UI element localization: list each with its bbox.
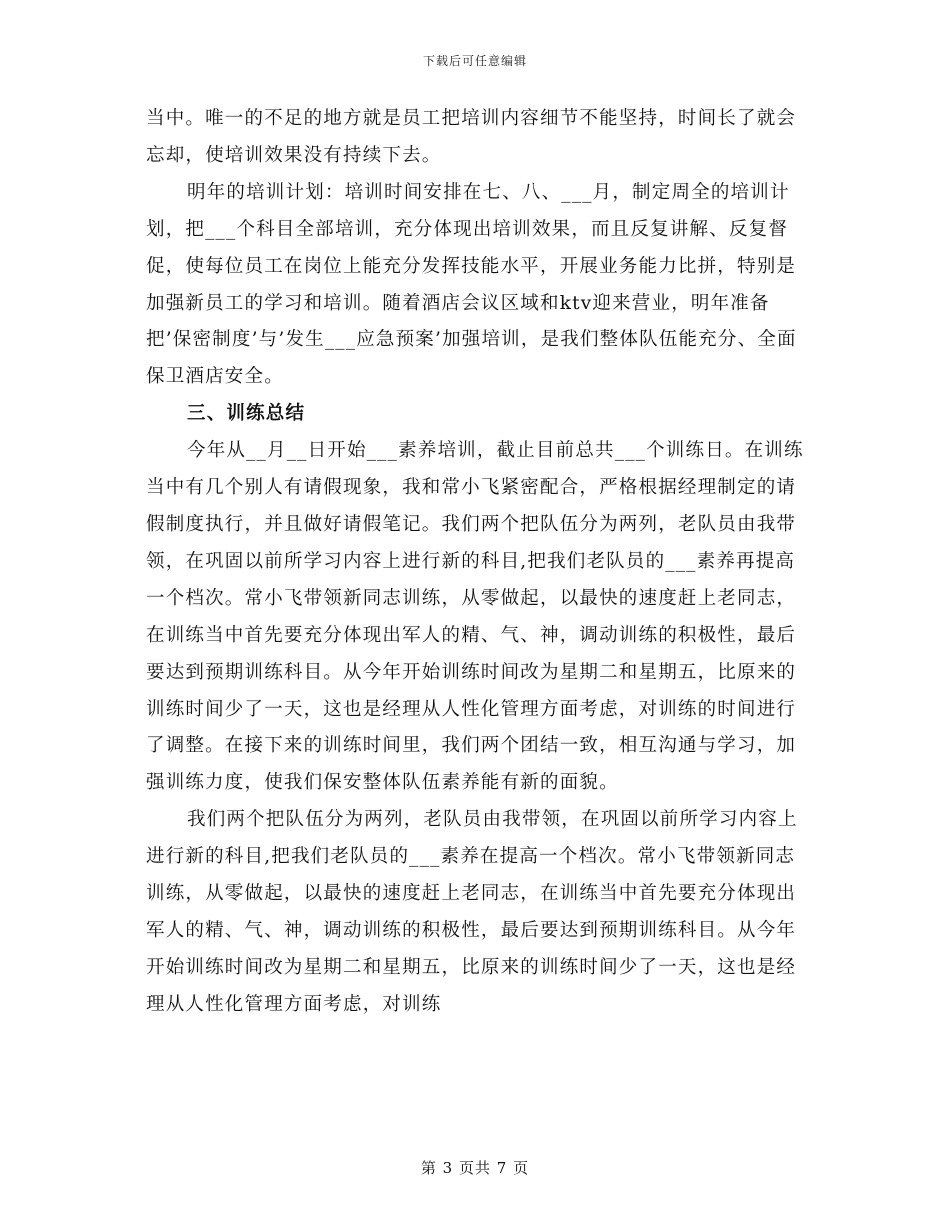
paragraph-continuation: 当中。唯一的不足的地方就是员工把培训内容细节不能坚持，时间长了就会忘却，使培训效果没有持续下去。 bbox=[146, 108, 797, 166]
paragraph-training-plan: 明年的培训计划：培训时间安排在七、八、___月，制定周全的培训计划，把___个科目全部培训，充分体现出培训效果，而且反复讲解、反复督促，使每位员工在岗位上能充分发挥技能水平，开展业务能力比拼，特别是加强新员工的学习和培训。随着酒店会议区域和ktv迎来营业，明年准备把’保密制度’与’发生___应急预案’加强培训，是我们整体队伍能充分、全面保卫酒店安全。 bbox=[146, 181, 797, 388]
section-heading: 三、训练总结 bbox=[187, 403, 306, 425]
page-footer: 第 3 页共 7 页 bbox=[420, 1159, 530, 1177]
page-header: 下载后可任意编辑 bbox=[422, 54, 527, 68]
document-body bbox=[146, 101, 806, 1024]
paragraph-training-summary: 今年从__月__日开始___素养培训，截止目前总共___个训练日。在训练当中有几个别人有请假现象，我和常小飞紧密配合，严格根据经理制定的请假制度执行，并且做好请假笔记。我们两个把队伍分为两列，老队员由我带领，在巩固以前所学习内容上进行新的科目,把我们老队员的___素养再提高一个档次。常小飞带领新同志训练，从零做起，以最快的速度赶上老同志，在训练当中首先要充分体现出军人的精、气、神，调动训练的积极性，最后要达到预期训练科目。从今年开始训练时间改为星期二和星期五，比原来的训练时间少了一天，这也是经理从人性化管理方面考虑，对训练的时间进行了调整。在接下来的训练时间里，我们两个团结一致，相互沟通与学习，加强训练力度，使我们保安整体队伍素养能有新的面貌。 bbox=[146, 440, 804, 794]
paragraph-team-division: 我们两个把队伍分为两列，老队员由我带领，在巩固以前所学习内容上进行新的科目,把我们老队员的___素养在提高一个档次。常小飞带领新同志训练，从零做起，以最快的速度赶上老同志，在训练当中首先要充分体现出军人的精、气、神，调动训练的积极性，最后要达到预期训练科目。从今年开始训练时间改为星期二和星期五，比原来的训练时间少了一天，这也是经理从人性化管理方面考虑，对训练 bbox=[146, 809, 798, 1015]
